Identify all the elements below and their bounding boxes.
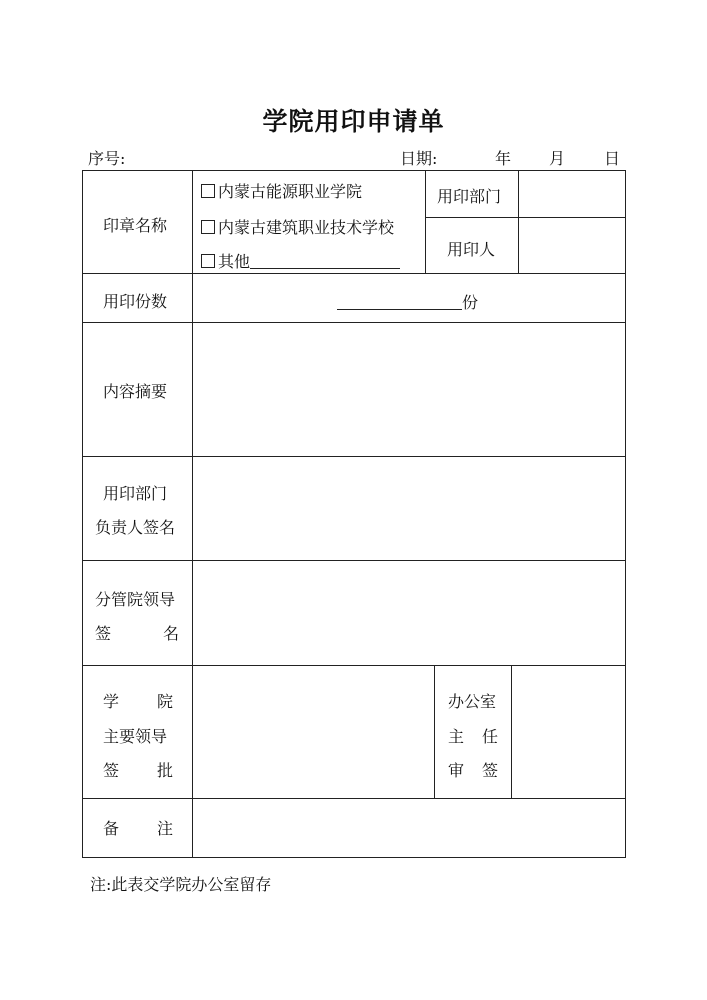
- table-line: [82, 322, 626, 323]
- dept-label: 用印部门: [437, 187, 502, 206]
- copies-unit: 份: [462, 293, 479, 312]
- other-underline-field[interactable]: [250, 252, 400, 269]
- office-label-char: 审: [448, 761, 465, 780]
- college-label-char: 批: [156, 761, 173, 780]
- remarks-label: [103, 820, 173, 838]
- checkbox[interactable]: [201, 220, 215, 234]
- date-month: 月: [549, 149, 566, 168]
- seal-option-1[interactable]: [201, 183, 362, 201]
- date-year: 年: [495, 149, 512, 168]
- seal-option-label: 内蒙古建筑职业技术学校: [218, 218, 395, 237]
- college-label-line1: [103, 693, 173, 711]
- remarks-field[interactable]: [200, 806, 618, 850]
- seal-option-label: 其他: [218, 252, 251, 271]
- table-line: [82, 665, 626, 666]
- table-line: [625, 170, 626, 858]
- leader-signature-field[interactable]: [200, 568, 618, 658]
- office-label-line1: 办公室: [448, 692, 497, 711]
- date-day: 日: [604, 149, 621, 168]
- college-label-line2: 主要领导: [103, 727, 168, 746]
- checkbox[interactable]: [201, 184, 215, 198]
- dept-head-label-line2: 负责人签名: [95, 518, 176, 537]
- remarks-label-char: 备: [103, 819, 120, 838]
- user-label: 用印人: [447, 240, 496, 259]
- copies-label: 用印份数: [103, 292, 168, 311]
- leader-label-char: 签: [95, 624, 112, 643]
- table-line: [82, 170, 83, 858]
- college-label-char: 学: [103, 692, 120, 711]
- dept-head-label-line1: 用印部门: [103, 484, 168, 503]
- office-signature-field[interactable]: [518, 673, 618, 791]
- college-label-char: 院: [156, 692, 173, 711]
- copies-underline[interactable]: [337, 293, 462, 310]
- seal-option-label: 内蒙古能源职业学院: [218, 182, 363, 201]
- office-label-char: 主: [448, 727, 465, 746]
- table-line: [82, 456, 626, 457]
- dept-field[interactable]: [525, 180, 619, 210]
- user-field[interactable]: [525, 224, 619, 266]
- table-line: [518, 170, 519, 273]
- office-label-line2: [448, 728, 498, 746]
- dept-head-signature-field[interactable]: [200, 464, 618, 552]
- table-line: [511, 665, 512, 798]
- office-label-char: 任: [481, 727, 498, 746]
- table-line: [82, 273, 626, 274]
- remarks-label-char: 注: [156, 819, 173, 838]
- table-line: [434, 665, 435, 798]
- seal-option-other[interactable]: [201, 252, 400, 271]
- table-line: [192, 170, 193, 858]
- seal-name-label: 印章名称: [103, 216, 168, 235]
- leader-label-line1: 分管院领导: [95, 590, 176, 609]
- checkbox[interactable]: [201, 254, 215, 268]
- office-label-char: 签: [481, 761, 498, 780]
- table-line: [82, 170, 626, 171]
- date-label: 日期:: [400, 149, 438, 168]
- table-line: [425, 217, 626, 218]
- form-title: 学院用印申请单: [262, 107, 445, 136]
- serial-label: 序号:: [88, 149, 126, 168]
- table-line: [82, 857, 626, 858]
- leader-label-line2: [95, 625, 179, 643]
- college-label-line3: [103, 762, 173, 780]
- table-line: [82, 798, 626, 799]
- summary-label: 内容摘要: [103, 382, 168, 401]
- office-label-line3: [448, 762, 498, 780]
- footnote: 注:此表交学院办公室留存: [90, 875, 272, 894]
- leader-label-char: 名: [162, 624, 179, 643]
- table-line: [82, 560, 626, 561]
- table-line: [425, 170, 426, 273]
- seal-option-2[interactable]: [201, 219, 394, 237]
- college-label-char: 签: [103, 761, 120, 780]
- college-approval-field[interactable]: [200, 673, 427, 791]
- summary-field[interactable]: [200, 330, 618, 448]
- copies-field[interactable]: [337, 293, 478, 312]
